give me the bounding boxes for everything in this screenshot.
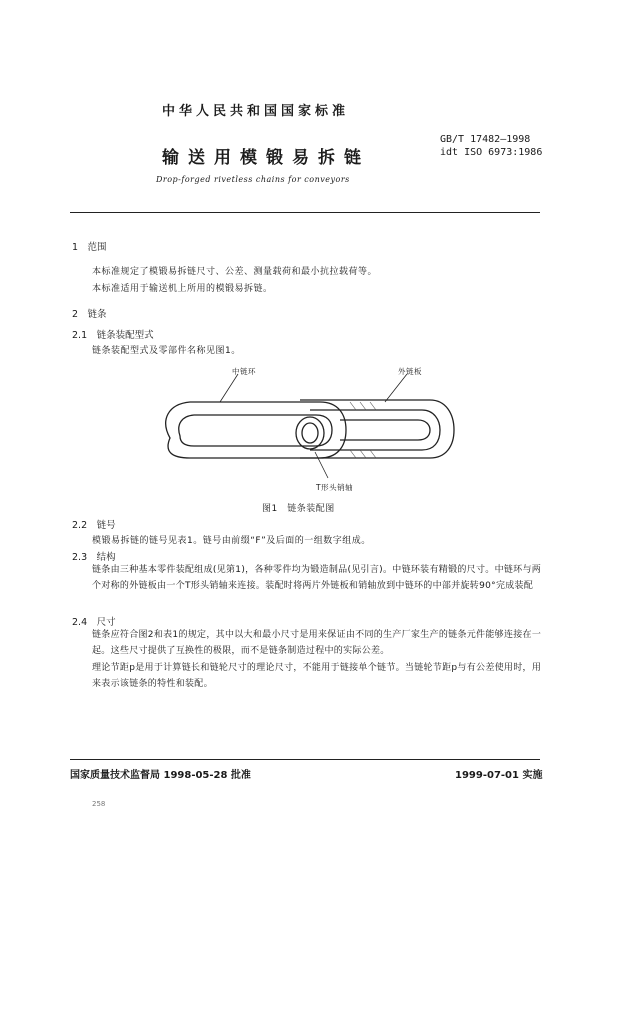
figure-label-outer-plate: 外链板 [398, 367, 422, 376]
section-1-heading: 1 范围 [72, 242, 107, 253]
figure-caption: 图1 链条装配图 [262, 504, 335, 514]
section-2-4-paragraph-2: 理论节距p是用于计算链长和链轮尺寸的理论尺寸，不能用于链接单个链节。当链轮节距p与有公差使用时，用来表示该链条的特性和装配。 [92, 663, 542, 689]
section-2-3-paragraph: 链条由三种基本零件装配组成(见第1)，各种零件均为锻造制品(见引言)。中链环装有精锻的尺寸。中链环与两个对称的外链板由一个T形头销轴来连接。装配时将两片外链板和销轴放到中链环的中部并旋转90°完成装配 [92, 565, 542, 591]
document-title: 输送用模锻易拆链 [162, 148, 370, 168]
chain-assembly-figure [150, 360, 460, 500]
standard-name: 中华人民共和国国家标准 [162, 104, 350, 119]
figure-label-middle-link: 中链环 [232, 367, 256, 376]
section-2-1-heading: 2.1 链条装配型式 [72, 330, 154, 341]
implementation-date: 1999-07-01 实施 [455, 770, 543, 781]
standard-number-block [440, 133, 542, 159]
page-number: 258 [92, 800, 106, 808]
section-1-paragraph-2: 本标准适用于输送机上所用的模锻易拆链。 [92, 284, 273, 294]
standard-number: GB/T 17482—1998 [440, 134, 531, 145]
section-1-paragraph-1: 本标准规定了模锻易拆链尺寸、公差、测量载荷和最小抗拉载荷等。 [92, 267, 378, 277]
section-2-1-paragraph: 链条装配型式及零部件名称见图1。 [92, 346, 241, 356]
footer-divider [70, 759, 540, 760]
english-title: Drop-forged rivetless chains for conveyors [156, 175, 350, 184]
section-2-3-heading: 2.3 结构 [72, 552, 116, 563]
approval-date: 国家质量技术监督局 1998-05-28 批准 [70, 770, 251, 781]
header-divider [70, 212, 540, 213]
idt-reference: idt ISO 6973:1986 [440, 147, 543, 158]
figure-label-t-pin: T形头销轴 [316, 483, 354, 492]
section-2-4-heading: 2.4 尺寸 [72, 617, 116, 628]
section-2-4-paragraph-1: 链条应符合图2和表1的规定，其中以大和最小尺寸是用来保证由不同的生产厂家生产的链条元件能够连接在一起。这些尺寸提供了互换性的极限，而不是链条制造过程中的实际公差。 [92, 630, 542, 656]
section-2-2-paragraph: 模锻易拆链的链号见表1。链号由前缀“F”及后面的一组数字组成。 [92, 536, 371, 546]
section-2-heading: 2 链条 [72, 309, 107, 320]
section-2-2-heading: 2.2 链号 [72, 520, 116, 531]
